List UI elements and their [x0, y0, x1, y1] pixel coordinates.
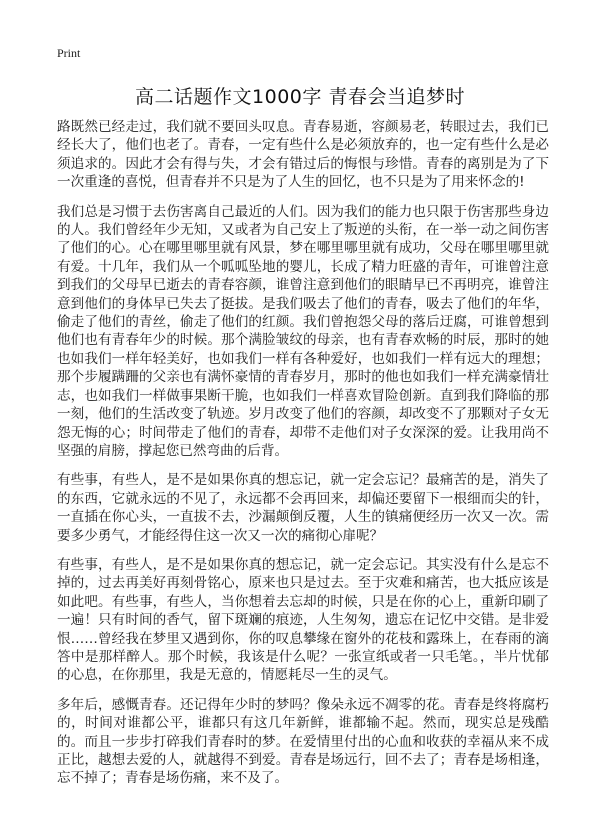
paragraph: 路既然已经走过，我们就不要回头叹息。青春易逝，容颜易老，转眼过去，我们已经长大了，他们也老了。青春，一定有些什么是必须放弃的，也一定有些什么是必须追求的。因此才会有得与失，才会有错过后的悔恨与珍惜。青春的离别是为了下一次重逢的喜悦，但青春并不只是为了人生的回忆，也不只是为了用来怀念的! — [57, 119, 549, 191]
print-link[interactable]: Print — [57, 46, 81, 60]
paragraph: 有些事，有些人，是不是如果你真的想忘记，就一定会忘记？最痛苦的是，消失了的东西，它就永远的不见了，永远都不会再回来，却偏还要留下一根细而尖的针，一直插在你心头，一直拔不去，沙漏颠倒反覆，人生的镇痛便经历一次又一次。需要多少勇气，才能经得住这一次又一次的痛彻心扉呢？ — [57, 472, 549, 544]
paragraph: 多年后，感慨青春。还记得年少时的梦吗？像朵永远不凋零的花。青春是终将腐朽的，时间对谁都公平，谁都只有这几年新鲜，谁都输不起。然而，现实总是残酷的。而且一步步打碎我们青春时的梦。在爱情里付出的心血和收获的幸福从来不成正比，越想去爱的人，就越得不到爱。青春是场远行，回不去了；青春是场相逢，忘不掉了；青春是场伤痛，来不及了。 — [57, 696, 549, 787]
article-body — [57, 118, 549, 799]
article-title: 高二话题作文1000字 青春会当追梦时 — [135, 86, 465, 108]
paragraph: 有些事，有些人，是不是如果你真的想忘记，就一定会忘记。其实没有什么是忘不掉的，过去再美好再刻骨铭心，原来也只是过去。至于灾难和痛苦，也大抵应该是如此吧。有些事，有些人，当你想着去忘却的时候，只是在你的心上，重新印刷了一遍！只有时间的香气，留下斑斓的痕迹，人生匆匆，遗忘在记忆中交错。是非爱恨……曾经我在梦里又遇到你，你的叹息攀缘在窗外的花枝和露珠上，在春雨的滴答中是那样醉人。那个时候，我该是什么呢？一张宣纸或者一只毛笔。，半片忧郁的心息，在你那里，我是无意的，情愿耗尽一生的灵气。 — [57, 556, 549, 684]
paragraph: 我们总是习惯于去伤害离自己最近的人们。因为我们的能力也只限于伤害那些身边的人。我们曾经年少无知，又或者为自己安上了叛逆的头衔，在一举一动之间伤害了他们的心。心在哪里哪里就有风景，梦在哪里哪里就有成功，父母在哪里哪里就有爱。十几年，我们从一个呱呱坠地的婴儿，长成了精力旺盛的青年，可谁曾注意到我们的父母早已逝去的青春容颜，谁曾注意到他们的眼睛早已不再明亮，谁曾注意到他们的身体早已失去了挺拔。是我们吸去了他们的青春，吸去了他们的年华，偷走了他们的青丝，偷走了他们的红颜。我们曾抱怨父母的落后迂腐，可谁曾想到他们也有青春年少的时候。那个满脸皱纹的母亲，也有青春欢畅的时辰，那时的她也如我们一样年轻美好，也如我们一样有各种爱好，也如我们一样有远大的理想；那个步履蹒跚的父亲也有满怀豪情的青春岁月，那时的他也如我们一样充满豪情壮志，也如我们一样做事果断干脆，也如我们一样喜欢冒险创新。直到我们降临的那一刻，他们的生活改变了轨迹。岁月改变了他们的容颜，却改变不了那颗对子女无怨无悔的心；时间带走了他们的青春，却带不走他们对子女深深的爱。让我用尚不坚强的肩膀，撑起您已然弯曲的后背。 — [57, 203, 549, 459]
